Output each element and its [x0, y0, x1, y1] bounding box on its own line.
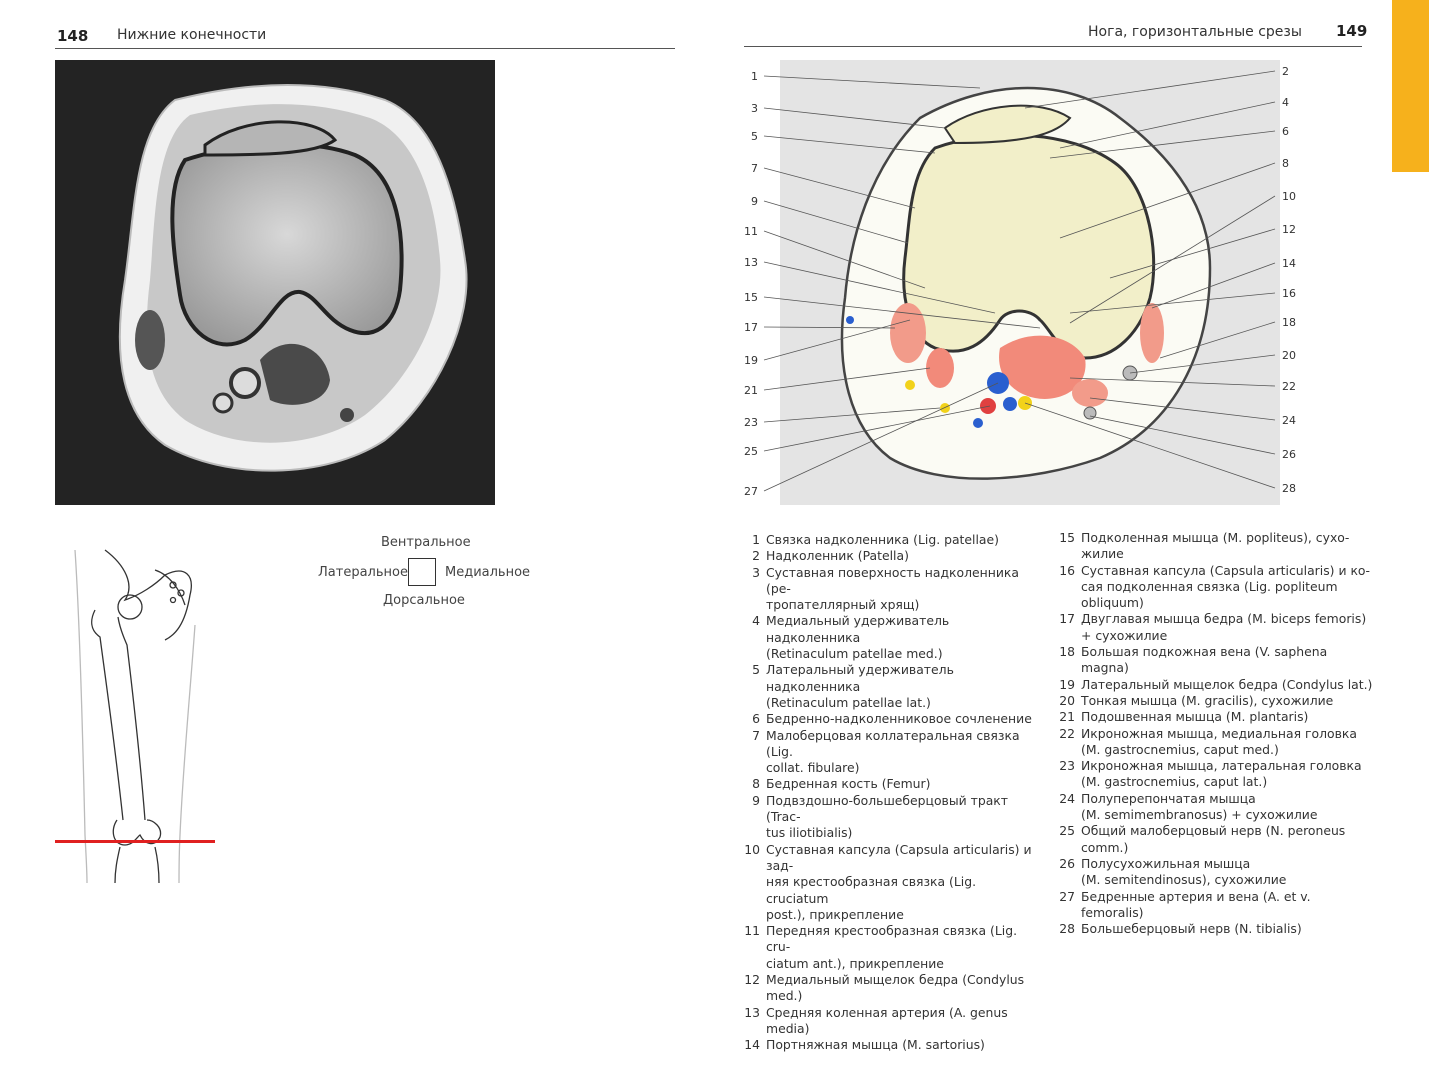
- legend-item-text: Медиальный мыщелок бедра (Condylus med.): [766, 972, 1025, 1004]
- legend-item-text: Портняжная мышца (M. sartorius): [766, 1037, 985, 1053]
- legend-item-number: 2: [752, 548, 760, 564]
- right-running-head: Нога, горизонтальные срезы: [1088, 24, 1302, 40]
- left-page-number: 148: [57, 27, 89, 45]
- legend-item: [1055, 889, 1375, 922]
- orientation-ventral: Вентральное: [381, 535, 471, 550]
- legend-item-text: Большая подкожная вена (V. saphena magna): [1081, 644, 1328, 676]
- legend-item: [1055, 758, 1375, 791]
- legend-item-text: Латеральный удерживатель надколенника (Retinaculum patellae lat.): [766, 662, 954, 710]
- legend-item-number: 23: [1059, 758, 1075, 774]
- legend-column-2: [1055, 530, 1375, 937]
- legend-item-text: Средняя коленная артерия (A. genus media): [766, 1004, 1008, 1036]
- legend-item-text: Суставная капсула (Capsula articularis) и ко- сая подколенная связка (Lig. popliteum obliquum): [1081, 562, 1370, 611]
- legend-item-text: Бедренно-надколенниковое сочленение: [766, 711, 1032, 727]
- peroneal-nerve: [940, 403, 950, 413]
- diagram-label: 19: [744, 354, 758, 367]
- legend-item: [740, 548, 1040, 564]
- orientation-medial: Медиальное: [445, 565, 531, 580]
- vessel-blue: [1003, 397, 1017, 411]
- diagram-labels-right: [1282, 65, 1296, 495]
- legend-item-text: Полуперепончатая мышца (M. semimembranosus) + сухожилие: [1081, 790, 1318, 823]
- legend-item-number: 12: [744, 972, 760, 988]
- diagram-label: 7: [751, 162, 758, 175]
- legend-item-text: Латеральный мыщелок бедра (Condylus lat.): [1081, 676, 1373, 692]
- legend-item-text: Малоберцовая коллатеральная связка (Lig. collat. fibulare): [766, 727, 1020, 776]
- diagram-label: 14: [1282, 257, 1296, 270]
- legend-item: [1055, 726, 1375, 759]
- diagram-label: 23: [744, 416, 758, 429]
- legend-item-number: 7: [752, 727, 760, 743]
- legend-item: [740, 793, 1040, 842]
- legend-item: [740, 613, 1040, 662]
- nerve-small: [905, 380, 915, 390]
- left-header-rule: [55, 48, 675, 49]
- legend-item-text: Икроножная мышца, медиальная головка (M. gastrocnemius, caput med.): [1081, 725, 1357, 757]
- legend-item-number: 21: [1059, 709, 1075, 725]
- legend-column-1: [740, 532, 1040, 1054]
- legend-item-number: 17: [1059, 611, 1075, 627]
- legend-item-number: 3: [752, 564, 760, 580]
- legend-item: [740, 711, 1040, 727]
- legend-item-number: 5: [752, 662, 760, 678]
- legend-item: [1055, 791, 1375, 824]
- skeleton-leg-drawing: [55, 545, 225, 885]
- section-level-marker: [55, 840, 215, 843]
- legend-item: [740, 662, 1040, 711]
- legend-item-text: Подошвенная мышца (M. plantaris): [1081, 709, 1309, 725]
- diagram-label: 24: [1282, 414, 1296, 427]
- legend-item-text: Общий малоберцовый нерв (N. peroneus comm.): [1081, 823, 1346, 855]
- diagram-label: 25: [744, 445, 758, 458]
- legend-item-number: 25: [1059, 823, 1075, 839]
- legend-item-number: 27: [1059, 888, 1075, 904]
- legend-item-text: Бедренная кость (Femur): [766, 776, 931, 792]
- legend-item-text: Тонкая мышца (M. gracilis), сухожилие: [1081, 692, 1334, 708]
- diagram-label: 20: [1282, 349, 1296, 362]
- chapter-tab: [1392, 0, 1429, 172]
- left-running-head: Нижние конечности: [117, 27, 267, 43]
- legend-item-number: 16: [1059, 562, 1075, 578]
- saphena-vein: [846, 316, 854, 324]
- legend-item: [740, 1005, 1040, 1038]
- legend-item-text: Бедренные артерия и вена (A. et v. femoralis): [1081, 888, 1311, 920]
- legend-item-number: 10: [744, 841, 760, 857]
- mri-knee-image: [55, 60, 495, 505]
- legend-item: [740, 776, 1040, 792]
- legend-item-number: 9: [752, 792, 760, 808]
- legend-item-text: Передняя крестообразная связка (Lig. cru- ciatum ant.), прикрепление: [766, 923, 1018, 971]
- gastrocnemius-lateral: [926, 348, 954, 388]
- diagram-label: 15: [744, 291, 758, 304]
- legend-item: [740, 923, 1040, 972]
- legend-item: [740, 1037, 1040, 1053]
- legend-item-text: Суставная капсула (Capsula articularis) и зад- няя крестообразная связка (Lig. cruciatum post.), прикрепление: [766, 841, 1032, 922]
- diagram-labels-left: [744, 70, 758, 498]
- diagram-label: 5: [751, 130, 758, 143]
- legend-item-number: 24: [1059, 790, 1075, 806]
- right-header-rule: [744, 46, 1362, 47]
- legend-item: [1055, 563, 1375, 612]
- legend-item-number: 4: [752, 613, 760, 629]
- legend-item-number: 28: [1059, 921, 1075, 937]
- diagram-label: 1: [751, 70, 758, 83]
- legend-item-number: 18: [1059, 644, 1075, 660]
- diagram-label: 6: [1282, 125, 1289, 138]
- diagram-label: 9: [751, 195, 758, 208]
- legend-item: [1055, 693, 1375, 709]
- diagram-label: 21: [744, 384, 758, 397]
- legend-item: [740, 565, 1040, 614]
- legend-item-text: Икроножная мышца, латеральная головка (M. gastrocnemius, caput lat.): [1081, 758, 1362, 790]
- vessel-small: [973, 418, 983, 428]
- legend-item: [1055, 709, 1375, 725]
- diagram-label: 27: [744, 485, 758, 498]
- orientation-box: [408, 558, 436, 586]
- cross-section-diagram: [740, 58, 1320, 508]
- diagram-label: 4: [1282, 96, 1289, 109]
- diagram-label: 11: [744, 225, 758, 238]
- legend-item-number: 22: [1059, 725, 1075, 741]
- legend-item-text: Медиальный удерживатель надколенника (Retinaculum patellae med.): [766, 613, 950, 662]
- legend-item-text: Надколенник (Patella): [766, 548, 909, 564]
- legend-item-text: Подколенная мышца (M. popliteus), сухо- жилие: [1081, 530, 1350, 562]
- legend-item-number: 20: [1059, 692, 1075, 708]
- legend-item-text: Подвздошно-большеберцовый тракт (Trac- tus iliotibialis): [766, 792, 1008, 841]
- legend-item: [1055, 921, 1375, 937]
- orientation-lateral: Латеральное: [318, 565, 408, 580]
- legend-item-number: 14: [744, 1037, 760, 1053]
- legend-item: [1055, 644, 1375, 677]
- diagram-label: 10: [1282, 190, 1296, 203]
- legend-item: [1055, 856, 1375, 889]
- legend-item: [1055, 677, 1375, 693]
- diagram-label: 26: [1282, 448, 1296, 461]
- right-page-number: 149: [1336, 22, 1368, 40]
- legend-item-number: 13: [744, 1004, 760, 1020]
- legend-item-text: Большеберцовый нерв (N. tibialis): [1081, 921, 1302, 937]
- legend-item-number: 8: [752, 776, 760, 792]
- diagram-label: 3: [751, 102, 758, 115]
- legend-item-text: Суставная поверхность надколенника (ре- тропателлярный хрящ): [766, 564, 1019, 613]
- diagram-label: 16: [1282, 287, 1296, 300]
- diagram-label: 28: [1282, 482, 1296, 495]
- diagram-label: 13: [744, 256, 758, 269]
- sartorius: [1140, 303, 1164, 363]
- legend-item-number: 15: [1059, 530, 1075, 545]
- orientation-dorsal: Дорсальное: [383, 593, 465, 608]
- legend-item: [740, 842, 1040, 923]
- legend-item: [740, 728, 1040, 777]
- legend-item: [1055, 823, 1375, 856]
- diagram-label: 22: [1282, 380, 1296, 393]
- legend-item: [740, 972, 1040, 1005]
- legend-item: [740, 532, 1040, 548]
- legend-item-number: 1: [752, 532, 760, 547]
- legend-item-number: 19: [1059, 676, 1075, 692]
- legend-item-text: Связка надколенника (Lig. patellae): [766, 532, 999, 547]
- legend-item-text: Полусухожильная мышца (M. semitendinosus), сухожилие: [1081, 855, 1287, 888]
- legend-item-text: Двуглавая мышца бедра (M. biceps femoris) + сухожилие: [1081, 611, 1367, 643]
- diagram-label: 12: [1282, 223, 1296, 236]
- legend-item-number: 26: [1059, 855, 1075, 871]
- legend-item-number: 11: [744, 923, 760, 939]
- diagram-label: 2: [1282, 65, 1289, 78]
- diagram-label: 18: [1282, 316, 1296, 329]
- legend-item-number: 6: [752, 711, 760, 727]
- legend-item: [1055, 611, 1375, 644]
- diagram-label: 17: [744, 321, 758, 334]
- semimembranosus: [1072, 379, 1108, 407]
- legend-item: [1055, 530, 1375, 563]
- diagram-label: 8: [1282, 157, 1289, 170]
